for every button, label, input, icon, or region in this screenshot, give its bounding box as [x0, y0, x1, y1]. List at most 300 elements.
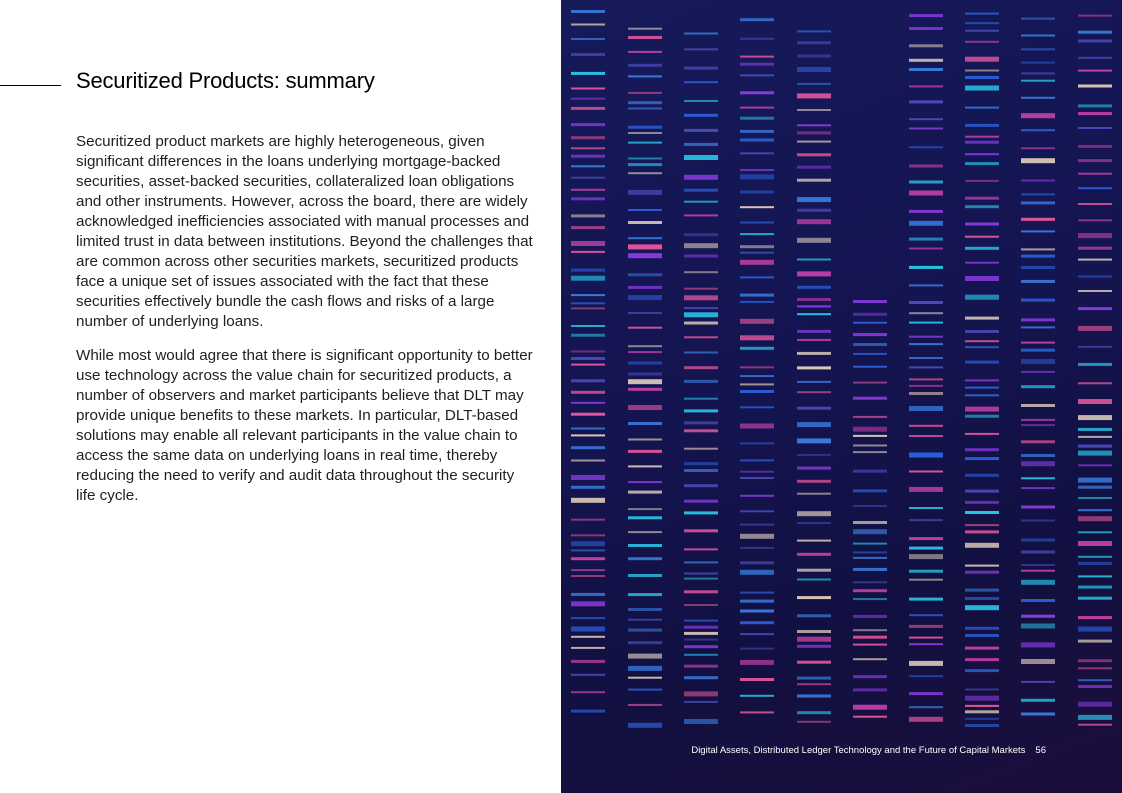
- data-bar: [628, 75, 662, 77]
- data-bar: [909, 238, 943, 241]
- data-bar: [571, 402, 605, 404]
- data-bar: [571, 294, 605, 296]
- data-bar: [853, 333, 887, 336]
- data-bar: [965, 448, 999, 451]
- data-bar: [740, 383, 774, 385]
- data-bar: [740, 600, 774, 603]
- data-bar: [684, 462, 718, 465]
- data-bar: [853, 551, 887, 553]
- data-bar: [1021, 266, 1055, 269]
- data-bar: [965, 501, 999, 504]
- data-bar: [571, 413, 605, 416]
- data-bar: [965, 262, 999, 264]
- data-bar: [571, 617, 605, 619]
- data-bar: [909, 507, 943, 509]
- data-bar: [909, 519, 943, 521]
- data-bar: [684, 114, 718, 117]
- data-bar: [909, 717, 943, 722]
- data-bar: [909, 301, 943, 304]
- data-bar: [909, 128, 943, 130]
- data-bar: [965, 530, 999, 533]
- data-bar: [853, 644, 887, 646]
- data-bar: [853, 427, 887, 432]
- data-bar: [684, 67, 718, 70]
- data-bar: [684, 719, 718, 724]
- data-bar: [571, 214, 605, 217]
- data-bar: [684, 233, 718, 236]
- data-bar: [797, 553, 831, 556]
- data-bar: [1021, 615, 1055, 618]
- data-bar: [965, 76, 999, 79]
- data-bar: [628, 101, 662, 104]
- data-bar: [684, 620, 718, 622]
- data-bar: [571, 10, 605, 13]
- data-bar: [684, 155, 718, 160]
- data-bar: [797, 313, 831, 315]
- data-bar: [909, 487, 943, 492]
- data-bar: [909, 210, 943, 213]
- data-bar: [628, 619, 662, 621]
- data-bar: [740, 561, 774, 564]
- data-bar: [1021, 201, 1055, 204]
- data-bar: [965, 136, 999, 138]
- data-bar: [740, 633, 774, 635]
- data-bar: [909, 406, 943, 411]
- data-bar: [684, 81, 718, 83]
- data-bar: [1078, 85, 1112, 88]
- data-bar: [740, 233, 774, 235]
- data-bar: [797, 614, 831, 617]
- data-bar: [571, 379, 605, 382]
- data-bar: [965, 474, 999, 477]
- data-bar: [740, 117, 774, 120]
- data-bar: [853, 629, 887, 631]
- data-bar: [853, 675, 887, 678]
- data-bar: [628, 388, 662, 391]
- data-bar: [1021, 477, 1055, 479]
- data-bar: [965, 415, 999, 418]
- data-bar: [965, 689, 999, 691]
- data-bar: [853, 505, 887, 507]
- data-bar: [740, 524, 774, 526]
- data-bar: [740, 74, 774, 76]
- data-bar: [684, 409, 718, 412]
- data-bar: [684, 548, 718, 550]
- data-bar: [1021, 642, 1055, 647]
- data-bar: [684, 214, 718, 216]
- data-bar: [797, 67, 831, 72]
- data-bar: [684, 604, 718, 606]
- data-bar: [853, 529, 887, 534]
- data-bar: [571, 357, 605, 360]
- data-bar: [628, 593, 662, 596]
- data-bar: [797, 209, 831, 212]
- data-bar: [1078, 247, 1112, 250]
- data-bar: [853, 300, 887, 303]
- data-bar: [853, 313, 887, 316]
- data-bar: [1078, 276, 1112, 278]
- data-bar: [1021, 520, 1055, 522]
- page-title: Securitized Products: summary: [76, 68, 375, 93]
- data-bar: [571, 334, 605, 337]
- data-bar: [740, 222, 774, 224]
- data-bar: [628, 723, 662, 728]
- data-bar: [965, 317, 999, 320]
- data-bar: [571, 428, 605, 430]
- data-bar: [628, 237, 662, 239]
- data-bar: [684, 271, 718, 273]
- data-bar: [797, 677, 831, 680]
- data-bar: [797, 219, 831, 224]
- data-bar: [1078, 667, 1112, 669]
- data-bar: [628, 704, 662, 706]
- data-bar: [740, 621, 774, 624]
- data-bar: [740, 547, 774, 549]
- data-bar: [965, 340, 999, 342]
- data-bar: [628, 574, 662, 577]
- data-bar: [571, 557, 605, 560]
- data-bar: [909, 598, 943, 601]
- data-bar: [909, 248, 943, 250]
- data-bar: [1021, 624, 1055, 629]
- data-bar: [1078, 586, 1112, 589]
- data-bar: [965, 490, 999, 493]
- data-bar: [965, 394, 999, 396]
- data-bar: [853, 343, 887, 346]
- data-bar: [684, 511, 718, 514]
- data-bar: [684, 626, 718, 629]
- data-bar: [965, 70, 999, 72]
- data-bar: [797, 596, 831, 599]
- data-bar: [965, 197, 999, 200]
- data-bar: [740, 152, 774, 154]
- data-bar: [909, 100, 943, 103]
- data-bar: [797, 721, 831, 723]
- data-bar: [571, 325, 605, 327]
- data-bar: [628, 557, 662, 560]
- footer: [691, 745, 1046, 756]
- data-bar: [740, 63, 774, 66]
- data-bar: [965, 276, 999, 281]
- data-bar: [571, 24, 605, 26]
- data-bar: [740, 424, 774, 429]
- data-bar: [1078, 203, 1112, 205]
- data-bar: [571, 475, 605, 480]
- data-bar: [965, 57, 999, 62]
- data-bar: [740, 471, 774, 473]
- data-bar: [571, 636, 605, 638]
- data-bar: [1078, 187, 1112, 189]
- data-bar: [628, 172, 662, 174]
- data-bar: [740, 169, 774, 171]
- data-bar: [797, 569, 831, 572]
- data-bar: [853, 521, 887, 524]
- data-bar: [1078, 451, 1112, 456]
- data-bar: [740, 477, 774, 479]
- data-bar: [571, 241, 605, 246]
- data-bar: [1078, 724, 1112, 726]
- data-bar: [628, 190, 662, 195]
- data-bar: [628, 244, 662, 249]
- data-bar: [740, 495, 774, 497]
- data-bar: [909, 471, 943, 473]
- data-bar: [1078, 259, 1112, 261]
- data-bar: [965, 433, 999, 435]
- data-bar: [628, 273, 662, 276]
- data-bar: [909, 85, 943, 87]
- data-bar: [965, 511, 999, 514]
- data-bar: [853, 615, 887, 618]
- data-bar: [909, 191, 943, 196]
- data-bar: [571, 276, 605, 281]
- data-bar: [1021, 461, 1055, 466]
- data-bar: [1078, 556, 1112, 558]
- data-bar: [797, 645, 831, 648]
- data-bar: [740, 534, 774, 539]
- data-bar: [797, 179, 831, 182]
- data-bar: [628, 312, 662, 314]
- data-bar: [628, 108, 662, 110]
- data-bar: [1078, 307, 1112, 310]
- data-bar: [740, 245, 774, 248]
- data-bar: [965, 647, 999, 650]
- data-bar: [965, 223, 999, 226]
- data-bar: [909, 322, 943, 324]
- data-bar: [684, 639, 718, 641]
- data-bar: [797, 511, 831, 516]
- data-bar: [965, 107, 999, 109]
- data-bar: [740, 139, 774, 142]
- data-bar: [797, 238, 831, 243]
- data-bar: [740, 130, 774, 133]
- data-bar: [965, 565, 999, 567]
- data-bar: [1078, 326, 1112, 331]
- data-bar: [909, 692, 943, 695]
- data-bar: [571, 534, 605, 536]
- data-bar: [965, 457, 999, 460]
- data-bar: [797, 339, 831, 341]
- data-bar: [797, 493, 831, 495]
- data-bar: [1021, 218, 1055, 221]
- data-bar: [853, 451, 887, 453]
- data-bar: [740, 206, 774, 208]
- data-bar: [1078, 399, 1112, 404]
- data-bar: [909, 44, 943, 47]
- data-bar: [571, 575, 605, 577]
- data-bar: [628, 253, 662, 258]
- data-bar: [628, 379, 662, 384]
- data-bar: [628, 654, 662, 659]
- data-bar: [965, 295, 999, 300]
- data-bar: [1021, 318, 1055, 321]
- data-bar: [853, 589, 887, 592]
- data-bar: [797, 540, 831, 542]
- data-bar: [571, 569, 605, 571]
- data-bar: [909, 579, 943, 581]
- data-bar: [1021, 248, 1055, 250]
- data-bar: [628, 608, 662, 611]
- data-bar: [684, 48, 718, 50]
- data-bar: [797, 30, 831, 32]
- data-bar: [909, 366, 943, 368]
- data-bar: [628, 295, 662, 300]
- data-bar: [909, 68, 943, 71]
- data-bar: [965, 22, 999, 24]
- data-bar: [1078, 597, 1112, 600]
- data-bar: [1021, 424, 1055, 426]
- data-bar: [684, 366, 718, 369]
- data-bar: [1021, 570, 1055, 572]
- data-bar: [571, 710, 605, 713]
- data-bar: [1078, 616, 1112, 619]
- data-bar: [965, 669, 999, 672]
- data-bar: [1078, 445, 1112, 448]
- data-bar: [571, 601, 605, 606]
- data-bar: [684, 645, 718, 648]
- data-bar: [965, 13, 999, 15]
- data-bar: [684, 701, 718, 703]
- data-bar: [965, 162, 999, 165]
- data-bar: [1078, 290, 1112, 292]
- data-bar: [909, 392, 943, 395]
- data-bar: [571, 549, 605, 551]
- data-bar: [1078, 127, 1112, 129]
- data-bar: [965, 710, 999, 713]
- data-bar: [1021, 129, 1055, 131]
- data-bar: [740, 276, 774, 278]
- data-bar: [797, 480, 831, 483]
- data-bar: [571, 519, 605, 521]
- data-bar: [740, 442, 774, 444]
- data-bar: [740, 695, 774, 697]
- data-bar: [1021, 681, 1055, 683]
- data-bar: [1078, 415, 1112, 420]
- data-bar: [684, 469, 718, 472]
- data-bar: [628, 508, 662, 510]
- data-bar: [684, 578, 718, 580]
- data-bar: [628, 132, 662, 134]
- data-bar: [571, 541, 605, 546]
- data-bar: [797, 197, 831, 202]
- data-bar: [628, 439, 662, 441]
- data-bar: [1078, 15, 1112, 17]
- data-bar: [571, 136, 605, 139]
- data-bar: [797, 381, 831, 383]
- data-bar: [684, 691, 718, 696]
- data-bar: [797, 124, 831, 126]
- data-bar: [909, 14, 943, 17]
- data-bar: [628, 450, 662, 453]
- data-bar: [740, 174, 774, 179]
- data-bar: [965, 153, 999, 155]
- data-bar: [909, 343, 943, 345]
- data-bar: [853, 581, 887, 583]
- data-bar: [797, 153, 831, 156]
- data-bar: [571, 446, 605, 449]
- data-bar: [797, 93, 831, 98]
- data-bar: [853, 435, 887, 437]
- data-bar: [1021, 419, 1055, 421]
- data-bar: [628, 641, 662, 644]
- data-bar: [965, 205, 999, 208]
- data-bar: [853, 568, 887, 571]
- data-bar: [797, 630, 831, 633]
- data-bar: [571, 88, 605, 90]
- data-bar: [571, 674, 605, 676]
- data-bar: [684, 561, 718, 563]
- data-bar: [1078, 363, 1112, 366]
- data-bar: [797, 467, 831, 470]
- data-bar: [853, 322, 887, 324]
- data-bar: [909, 312, 943, 314]
- data-bar: [909, 706, 943, 708]
- data-bar: [1078, 104, 1112, 107]
- data-bar: [684, 665, 718, 668]
- data-bar: [628, 351, 662, 353]
- data-bar: [1078, 516, 1112, 521]
- data-bar: [571, 486, 605, 489]
- data-bar: [1021, 385, 1055, 388]
- data-bar: [628, 221, 662, 224]
- data-bar: [1021, 454, 1055, 457]
- data-bar: [1078, 40, 1112, 43]
- data-bar: [1078, 640, 1112, 643]
- data-bar: [1078, 575, 1112, 577]
- data-bar: [1078, 428, 1112, 431]
- data-bar: [965, 718, 999, 720]
- data-bar: [853, 688, 887, 691]
- data-bar: [628, 28, 662, 30]
- data-bar: [628, 689, 662, 691]
- data-bar: [965, 236, 999, 238]
- data-bar: [740, 711, 774, 713]
- data-bar: [740, 191, 774, 194]
- data-bar: [1078, 346, 1112, 348]
- data-bar: [965, 141, 999, 144]
- data-bar: [740, 592, 774, 594]
- data-bar: [965, 605, 999, 610]
- data-bar: [909, 570, 943, 573]
- data-bar: [684, 312, 718, 317]
- data-bar: [909, 554, 943, 559]
- data-bar: [684, 484, 718, 487]
- data-bar: [740, 38, 774, 40]
- data-bar: [1078, 562, 1112, 565]
- data-bar: [684, 143, 718, 146]
- data-bar: [965, 571, 999, 574]
- data-bar: [965, 724, 999, 727]
- data-bar: [909, 118, 943, 120]
- data-bar: [1021, 699, 1055, 702]
- data-bar: [628, 362, 662, 365]
- data-bar: [571, 177, 605, 179]
- data-bar: [628, 36, 662, 39]
- data-bar: [909, 357, 943, 359]
- data-bar: [1021, 193, 1055, 195]
- body-text: [76, 132, 536, 520]
- data-bar: [571, 72, 605, 75]
- data-bar: [571, 647, 605, 649]
- data-bar: [571, 123, 605, 126]
- data-bar: [684, 654, 718, 656]
- data-bar: [909, 266, 943, 269]
- data-bar: [1021, 230, 1055, 232]
- data-bar: [628, 422, 662, 425]
- data-bar: [571, 38, 605, 40]
- data-bar: [853, 489, 887, 492]
- data-bar: [684, 421, 718, 424]
- data-bar: [684, 398, 718, 400]
